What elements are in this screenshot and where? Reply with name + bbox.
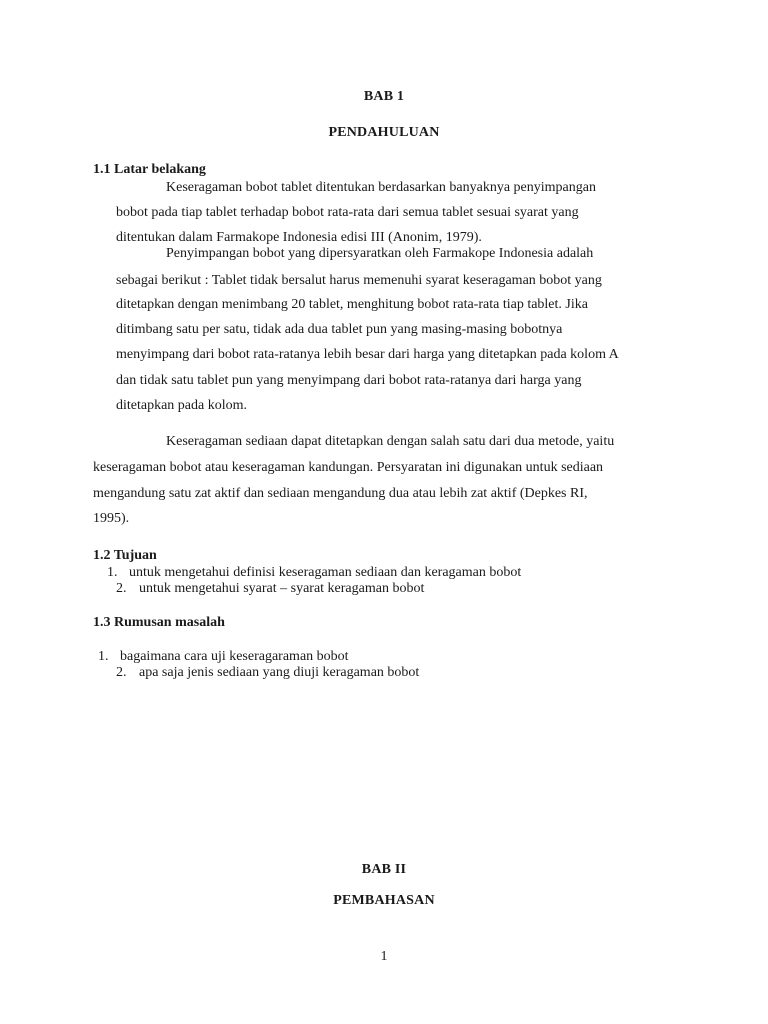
page-number: 1 [380, 949, 388, 964]
chapter-number: BAB II [361, 862, 407, 877]
list-item: apa saja jenis sediaan yang diuji keragaman bobot [139, 665, 420, 680]
paragraph-line: ditetapkan dengan menimbang 20 tablet, menghitung bobot rata-rata tiap tablet. Jika [116, 297, 588, 312]
list-item-number: 1. [98, 649, 109, 664]
section-heading-rumusan-masalah: 1.3 Rumusan masalah [93, 615, 225, 630]
list-item: untuk mengetahui definisi keseragaman sediaan dan keragaman bobot [129, 565, 522, 580]
paragraph-line: 1995). [93, 511, 130, 526]
paragraph-line: dan tidak satu tablet pun yang menyimpang dari bobot rata-ratanya dari harga yang [116, 373, 582, 388]
list-item: untuk mengetahui syarat – syarat keragaman bobot [139, 581, 425, 596]
paragraph-line: Keseragaman bobot tablet ditentukan berdasarkan banyaknya penyimpangan [166, 180, 596, 195]
paragraph-line: Keseragaman sediaan dapat ditetapkan dengan salah satu dari dua metode, yaitu [166, 434, 615, 449]
paragraph-line: ditentukan dalam Farmakope Indonesia edisi III (Anonim, 1979). [116, 230, 482, 245]
chapter-title: PEMBAHASAN [333, 893, 435, 908]
section-heading-latar-belakang: 1.1 Latar belakang [93, 162, 206, 177]
paragraph-line: keseragaman bobot atau keseragaman kandungan. Persyaratan ini digunakan untuk sediaan [93, 460, 604, 475]
paragraph-line: bobot pada tiap tablet terhadap bobot rata-rata dari semua tablet sesuai syarat yang [116, 205, 579, 220]
section-heading-tujuan: 1.2 Tujuan [93, 548, 157, 563]
paragraph-line: ditetapkan pada kolom. [116, 398, 248, 413]
list-item-number: 2. [116, 581, 127, 596]
paragraph-line: ditimbang satu per satu, tidak ada dua tablet pun yang masing-masing bobotnya [116, 322, 563, 337]
list-item-number: 1. [107, 565, 118, 580]
paragraph-line: sebagai berikut : Tablet tidak bersalut harus memenuhi syarat keseragaman bobot yang [116, 273, 602, 288]
paragraph-line: mengandung satu zat aktif dan sediaan mengandung dua atau lebih zat aktif (Depkes RI, [93, 486, 588, 501]
paragraph-line: Penyimpangan bobot yang dipersyaratkan oleh Farmakope Indonesia adalah [166, 246, 594, 261]
chapter-number: BAB 1 [363, 89, 405, 104]
paragraph-line: menyimpang dari bobot rata-ratanya lebih besar dari harga yang ditetapkan pada kolom A [116, 347, 619, 362]
chapter-title: PENDAHULUAN [328, 125, 440, 140]
list-item: bagaimana cara uji keseragaraman bobot [120, 649, 349, 664]
list-item-number: 2. [116, 665, 127, 680]
